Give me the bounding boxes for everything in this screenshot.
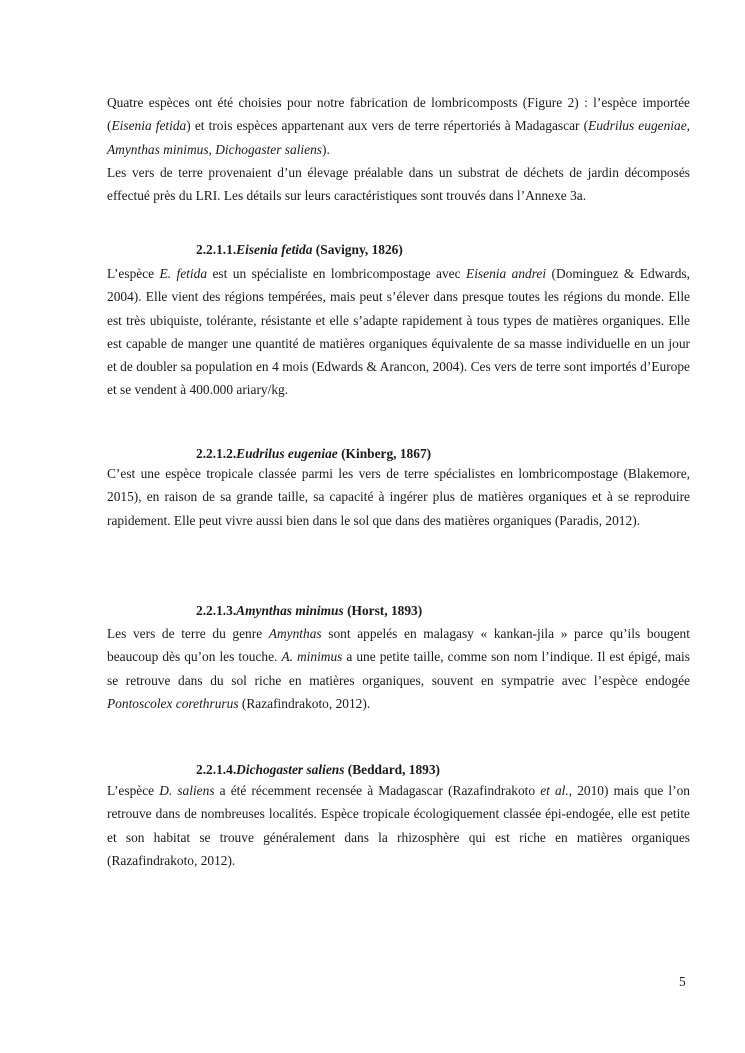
text-run: est un spécialiste en lombricompostage avec — [207, 266, 467, 281]
section-body-eudrilus-eugeniae — [107, 462, 690, 532]
text-run: (Dominguez & Edwards, 2004). Elle vient des régions tempérées, mais peut s’élever dans presque toutes les régions du monde. Elle est très ubiquiste, tolérante, résistante et elle s’adapte rapidement à tous types de matières organiques. Elle est capable de manger une quantité de matières organiques équivalente de sa masse individuelle en un jour et de doubler sa population en 4 mois (Edwards & Arancon, 2004). Ces vers de terre sont importés d’Europe et se vendent à 400.000 ariary/kg. — [107, 266, 690, 398]
text-run: L’espèce — [107, 266, 160, 281]
intro-paragraph-2 — [107, 161, 690, 208]
italic-text-run: Pontoscolex corethrurus — [107, 695, 239, 711]
section-heading-eisenia-fetida — [196, 240, 403, 260]
italic-text-run: Amynthas — [268, 626, 322, 641]
text-run: a une petite taille, comme son nom l’indique. Il est épigé, mais se retrouve dans du sol riche en matières organiques, souvent en sympatrie avec l’espèce endogée — [107, 649, 690, 688]
species-authority: (Kinberg, 1867) — [337, 446, 432, 461]
section-number: 2.2.1.3. — [196, 603, 237, 618]
section-body-dichogaster-saliens — [107, 779, 690, 872]
italic-text-run: Eisenia andrei — [466, 266, 547, 281]
species-authority: (Beddard, 1893) — [344, 762, 441, 777]
text-run: Les vers de terre provenaient d’un élevage préalable dans un substrat de déchets de jardin décomposés effectué près du LRI. Les détails sur leurs caractéristiques sont trouvés dans l’Annexe 3a. — [107, 164, 690, 204]
section-number: 2.2.1.1. — [196, 242, 237, 257]
italic-text-run: Eudrilus eugeniae — [588, 118, 687, 134]
italic-text-run: E. fetida — [159, 266, 208, 281]
section-heading-eudrilus-eugeniae — [196, 444, 431, 464]
species-name: Eudrilus eugeniae — [236, 446, 338, 461]
italic-text-run: Eisenia fetida — [111, 118, 187, 134]
text-run: , 2010) mais que l’on retrouve dans de nombreuses localités. Espèce tropicale écologiquement classée épi-endogée, elle est petite et son habitat se trouve généralement dans la rhizosphère qui est riche en matières organiques (Razafindrakoto, 2012). — [107, 783, 690, 868]
section-paragraph — [107, 262, 690, 402]
species-authority: (Savigny, 1826) — [312, 242, 403, 257]
text-run: , — [686, 118, 690, 134]
intro-paragraph-1 — [107, 91, 690, 161]
text-run: (Razafindrakoto, 2012). — [238, 695, 371, 711]
text-run: sont appelés en malagasy « kankan-jila » parce qu’ils bougent beaucoup dès qu’on les touche. — [107, 626, 690, 665]
species-name: Amynthas minimus — [236, 603, 344, 618]
italic-text-run: D. saliens — [159, 783, 215, 798]
section-paragraph — [107, 779, 690, 872]
text-run: Quatre espèces ont été choisies pour notre fabrication de lombricomposts (Figure 2) : l’espèce importée ( — [107, 95, 690, 134]
section-paragraph — [107, 622, 690, 715]
species-name: Dichogaster saliens — [236, 762, 345, 777]
section-body-eisenia-fetida — [107, 262, 690, 402]
section-number: 2.2.1.4. — [196, 762, 237, 777]
section-paragraph — [107, 462, 690, 532]
page-number: 5 — [679, 974, 686, 989]
species-authority: (Horst, 1893) — [343, 603, 423, 618]
section-heading-dichogaster-saliens — [196, 760, 440, 780]
text-run: Les vers de terre du genre — [107, 626, 269, 641]
text-run: C’est une espèce tropicale classée parmi les vers de terre spécialistes en lombricompostage (Blakemore, 2015), en raison de sa grande taille, sa capacité à ingérer plus de matières organiques et à se reproduire rapidement. Elle peut vivre aussi bien dans le sol que dans des matières organiques (Paradis, 2012). — [107, 466, 690, 528]
section-number: 2.2.1.2. — [196, 446, 237, 461]
section-heading-amynthas-minimus — [196, 601, 422, 621]
text-run: ). — [321, 141, 330, 157]
species-name: Eisenia fetida — [236, 242, 313, 257]
intro-block — [107, 91, 690, 207]
italic-text-run: Amynthas minimus, Dichogaster saliens — [107, 141, 322, 157]
section-body-amynthas-minimus — [107, 622, 690, 715]
text-run: a été récemment recensée à Madagascar (Razafindrakoto — [214, 783, 541, 798]
text-run: ) et trois espèces appartenant aux vers de terre répertoriés à Madagascar ( — [186, 118, 589, 134]
italic-text-run: et al. — [540, 783, 569, 798]
text-run: L’espèce — [107, 783, 160, 798]
italic-text-run: A. minimus — [281, 649, 343, 665]
